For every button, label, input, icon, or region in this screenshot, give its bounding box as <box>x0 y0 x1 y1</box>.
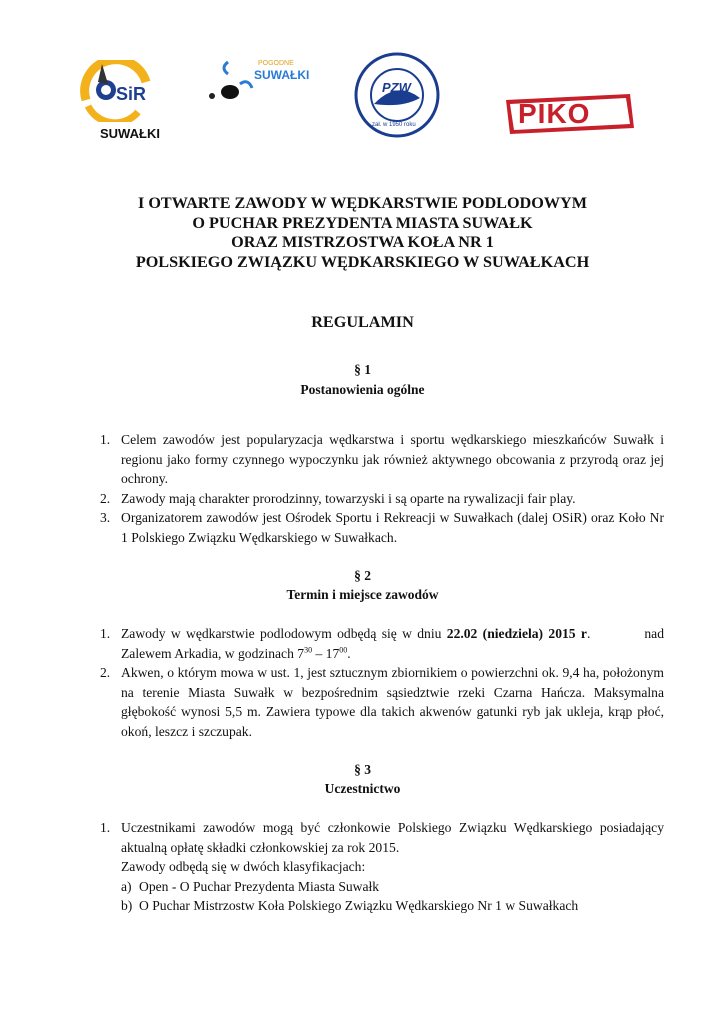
section-3-number: § 3 <box>354 762 371 777</box>
section-3-list <box>100 818 664 916</box>
document-title <box>40 194 685 272</box>
item-number: 1. <box>100 820 111 835</box>
list-item <box>100 624 664 663</box>
item-text-d: – 17 <box>312 645 340 661</box>
piko-logo <box>500 90 640 138</box>
pzw-seal-year: zał. w 1950 roku <box>372 122 416 128</box>
sub-item-letter: b) <box>121 898 133 914</box>
suwalki-logo-icon <box>200 58 260 113</box>
item-text: Celem zawodów jest popularyzacja wędkarstwa i sportu wędkarskiego mieszkańców Suwałk i regionu jako formy czynnego wypoczynku jak również aktywnego obcowania z przyrodą oraz jej ochrony. <box>121 432 664 487</box>
logo-bar <box>70 50 670 145</box>
pzw-seal <box>352 50 442 140</box>
osir-logo <box>78 60 188 145</box>
item-number: 2. <box>100 665 111 681</box>
list-item <box>100 430 664 489</box>
item-text: Akwen, o którym mowa w ust. 1, jest sztucznym zbiornikiem o powierzchni ok. 9,4 ha, położonym na terenie Miasta Suwałk w bezpośrednim sąsiedztwie rzeki Czarna Hańcza. Maksymalna głębokość wynosi 5,5 m. Zawiera typowe dla takich akwenów gatunki ryb jak ukleja, krąp płoć, okoń, leszcz i szczupak. <box>121 665 664 739</box>
suwalki-logo-text: SUWAŁKI <box>254 68 310 82</box>
title-line: I OTWARTE ZAWODY W WĘDKARSTWIE PODLODOWYM <box>137 194 587 212</box>
item-text-e: . <box>347 645 351 661</box>
item-text-c: nad Zalewem Arkadia, w godzinach 7 <box>121 626 664 661</box>
sub-item <box>121 877 664 897</box>
section-1-title: Postanowienia ogólne <box>300 382 425 397</box>
item-text-a: Zawody w wędkarstwie podlodowym odbędą się w dniu <box>121 626 447 641</box>
item-number: 1. <box>100 432 111 447</box>
section-3-title: Uczestnictwo <box>324 781 401 796</box>
title-line: POLSKIEGO ZWIĄZKU WĘDKARSKIEGO W SUWAŁKACH <box>135 252 590 271</box>
sub-item-letter: a) <box>121 878 132 894</box>
item-text: Uczestnikami zawodów mogą być członkowie Polskiego Związku Wędkarskiego posiadający aktualną opłatę składki członkowskiej za rok 2015. <box>121 820 664 855</box>
regulamin-heading: REGULAMIN <box>311 313 414 331</box>
section-2-title: Termin i miejsce zawodów <box>286 587 439 602</box>
item-number: 1. <box>100 626 111 641</box>
list-item <box>100 663 664 741</box>
item-date: 22.02 (niedziela) 2015 r <box>446 626 587 641</box>
title-line: O PUCHAR PREZYDENTA MIASTA SUWAŁK <box>192 213 533 232</box>
list-item <box>100 818 664 916</box>
list-item <box>100 489 664 509</box>
osir-logo-text: SiR <box>116 84 147 104</box>
item-text: Organizatorem zawodów jest Ośrodek Sportu i Rekreacji w Suwałkach (dalej OSiR) oraz Koło Nr 1 Polskiego Związku Wędkarskiego w Suwałkach. <box>121 510 664 545</box>
sub-item <box>121 896 664 916</box>
time-end-minutes: 00 <box>339 645 348 655</box>
osir-logo-city: SUWAŁKI <box>100 126 160 141</box>
sub-item-text: O Puchar Mistrzostw Koła Polskiego Związku Wędkarskiego Nr 1 w Suwałkach <box>139 898 579 914</box>
item-line: Zawody odbędą się w dwóch klasyfikacjach: <box>121 859 366 875</box>
section-1-number: § 1 <box>354 362 371 377</box>
item-number: 3. <box>100 510 111 526</box>
list-item <box>100 508 664 547</box>
section-2-list <box>100 624 664 742</box>
suwalki-logo-top: POGODNE <box>258 60 294 67</box>
pzw-seal-mono: PZW <box>382 80 411 95</box>
item-text-b: . <box>586 626 591 641</box>
title-line: ORAZ MISTRZOSTWA KOŁA NR 1 <box>231 233 494 251</box>
item-number: 2. <box>100 490 111 506</box>
section-1-list <box>100 430 664 548</box>
section-2-number: § 2 <box>354 568 371 583</box>
suwalki-logo <box>200 58 310 118</box>
time-start-minutes: 30 <box>304 645 313 655</box>
piko-logo-text: PIKO <box>518 98 591 129</box>
sub-item-text: Open - O Puchar Prezydenta Miasta Suwałk <box>139 878 380 894</box>
item-text: Zawody mają charakter prorodzinny, towarzyski i są oparte na rywalizacji fair play. <box>121 490 576 506</box>
